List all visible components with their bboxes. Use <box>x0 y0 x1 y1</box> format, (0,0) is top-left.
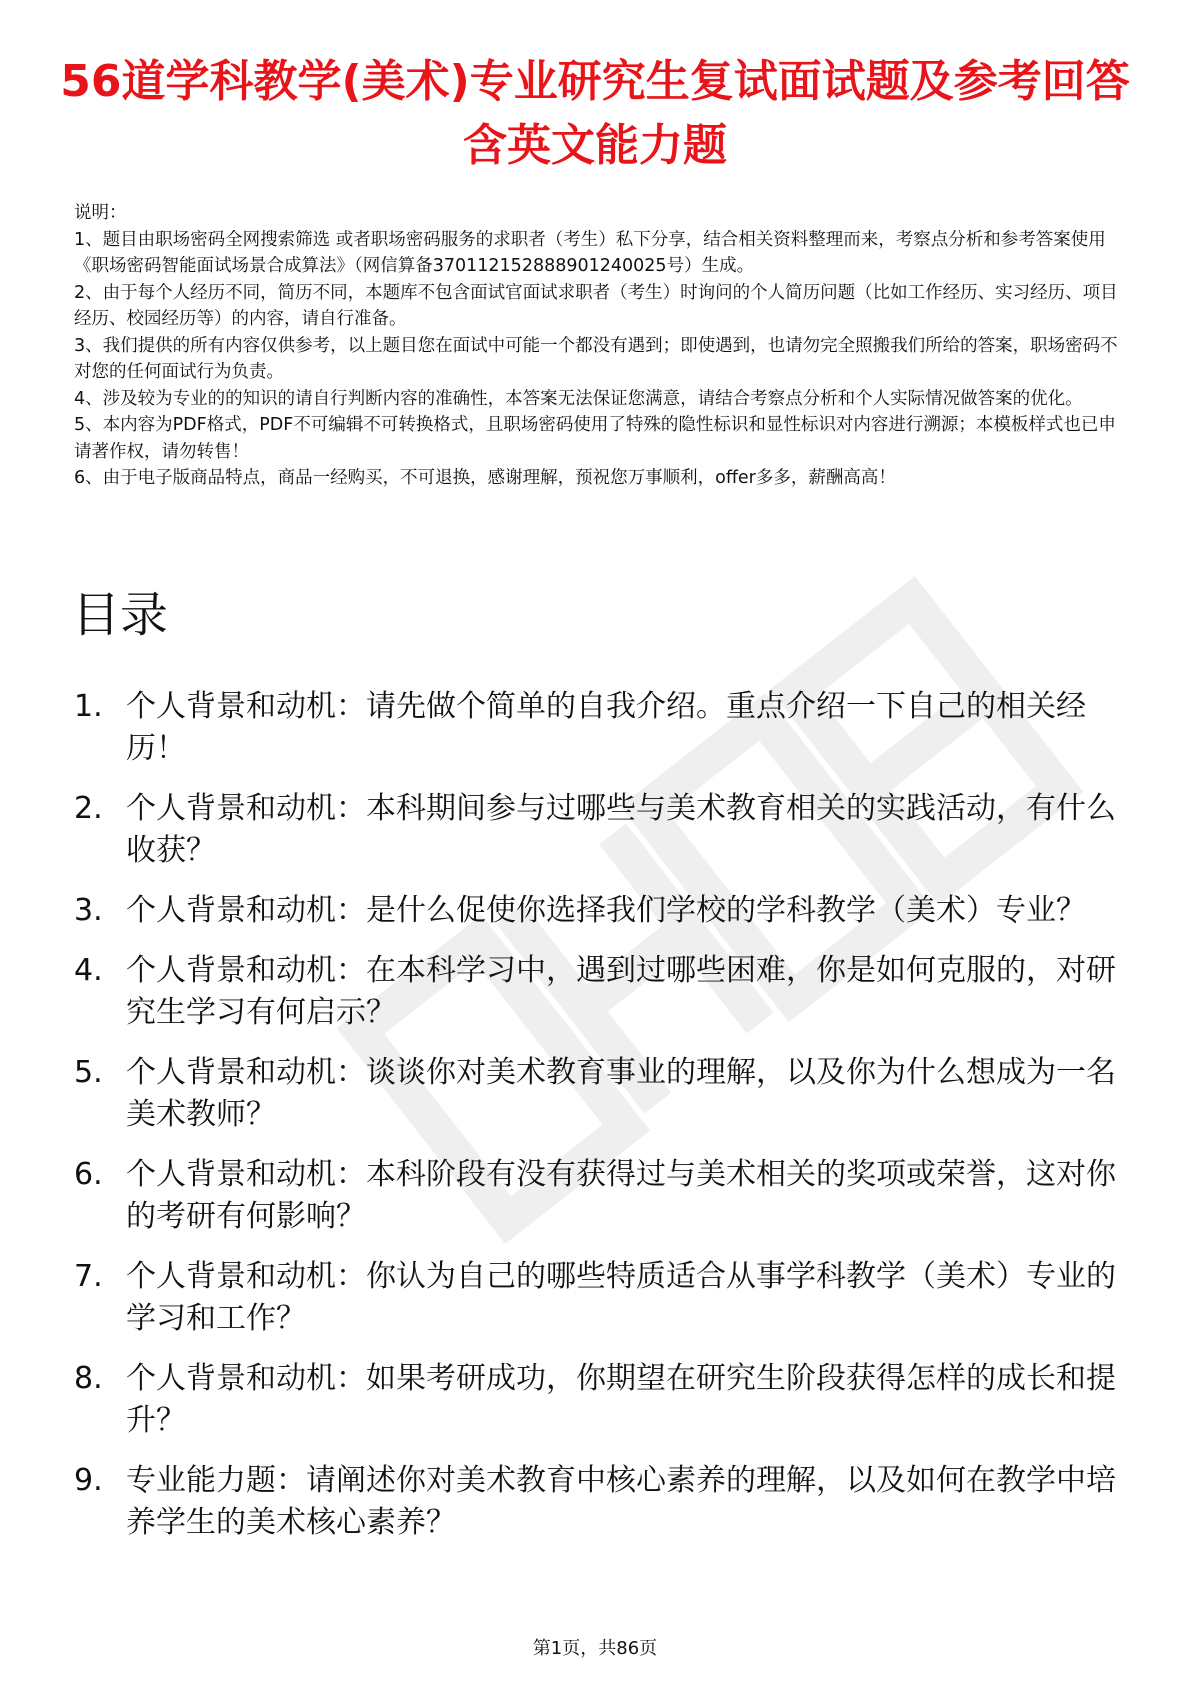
notes-heading: 说明： <box>74 203 127 223</box>
toc-item-number: 7. <box>74 1259 103 1294</box>
toc-item-number: 1. <box>74 689 103 724</box>
toc-item-text: 个人背景和动机：是什么促使你选择我们学校的学科教学（美术）专业？ <box>126 893 1086 928</box>
toc-heading: 目录 <box>72 587 169 643</box>
note-item: 5、本内容为PDF格式，PDF不可编辑不可转换格式，且职场密码使用了特殊的隐性标识和显性标识对内容进行溯源；本模板样式也已申请著作权，请勿转售！ <box>74 415 1116 462</box>
toc-item-text: 个人背景和动机：本科期间参与过哪些与美术教育相关的实践活动，有什么收获？ <box>126 791 1116 868</box>
toc-item-number: 4. <box>74 953 103 988</box>
toc-list <box>74 686 1120 1562</box>
note-item: 3、我们提供的所有内容仅供参考，以上题目您在面试中可能一个都没有遇到；即使遇到，也请勿完全照搬我们所给的答案，职场密码不对您的任何面试行为负责。 <box>74 335 1118 382</box>
toc-item[interactable] <box>74 1154 1120 1238</box>
toc-item-text: 个人背景和动机：如果考研成功，你期望在研究生阶段获得怎样的成长和提升？ <box>126 1361 1116 1438</box>
note-item: 6、由于电子版商品特点，商品一经购买，不可退换，感谢理解，预祝您万事顺利，offer多多，薪酬高高！ <box>74 468 896 488</box>
note-item: 2、由于每个人经历不同，简历不同，本题库不包含面试官面试求职者（考生）时询问的个人简历问题（比如工作经历、实习经历、项目经历、校园经历等）的内容，请自行准备。 <box>74 282 1118 329</box>
toc-item-text: 个人背景和动机：请先做个简单的自我介绍。重点介绍一下自己的相关经历！ <box>126 689 1086 766</box>
toc-item-text: 个人背景和动机：本科阶段有没有获得过与美术相关的奖项或荣誉，这对你的考研有何影响？ <box>126 1157 1116 1234</box>
toc-item-number: 6. <box>74 1157 103 1192</box>
toc-item[interactable] <box>74 1460 1120 1544</box>
toc-item-number: 9. <box>74 1463 103 1498</box>
toc-item-text: 个人背景和动机：在本科学习中，遇到过哪些困难，你是如何克服的，对研究生学习有何启示？ <box>126 953 1116 1030</box>
toc-item-number: 8. <box>74 1361 103 1396</box>
notes-section <box>74 200 1120 492</box>
toc-item[interactable] <box>74 1358 1120 1442</box>
toc-item[interactable] <box>74 1256 1120 1340</box>
toc-item[interactable] <box>74 950 1120 1034</box>
toc-item-number: 5. <box>74 1055 103 1090</box>
document-title: 56道学科教学(美术)专业研究生复试面试题及参考回答含英文能力题 <box>60 56 1130 171</box>
toc-item-text: 专业能力题：请阐述你对美术教育中核心素养的理解，以及如何在教学中培养学生的美术核心素养？ <box>126 1463 1116 1540</box>
toc-item-number: 3. <box>74 893 103 928</box>
toc-item[interactable] <box>74 686 1120 770</box>
note-item: 1、题目由职场密码全网搜索筛选 或者职场密码服务的求职者（考生）私下分享，结合相关资料整理而来，考察点分析和参考答案使用《职场密码智能面试场景合成算法》（网信算备370112152888901240025号）生成。 <box>74 229 1106 276</box>
toc-item-text: 个人背景和动机：谈谈你对美术教育事业的理解，以及你为什么想成为一名美术教师？ <box>126 1055 1116 1132</box>
page-number-footer: 第1页，共86页 <box>532 1638 658 1659</box>
toc-item[interactable] <box>74 1052 1120 1136</box>
note-item: 4、涉及较为专业的的知识的请自行判断内容的准确性，本答案无法保证您满意，请结合考察点分析和个人实际情况做答案的优化。 <box>74 388 1083 409</box>
toc-item[interactable] <box>74 788 1120 872</box>
toc-item[interactable] <box>74 890 1120 932</box>
toc-item-text: 个人背景和动机：你认为自己的哪些特质适合从事学科教学（美术）专业的学习和工作？ <box>126 1259 1116 1336</box>
toc-item-number: 2. <box>74 791 103 826</box>
